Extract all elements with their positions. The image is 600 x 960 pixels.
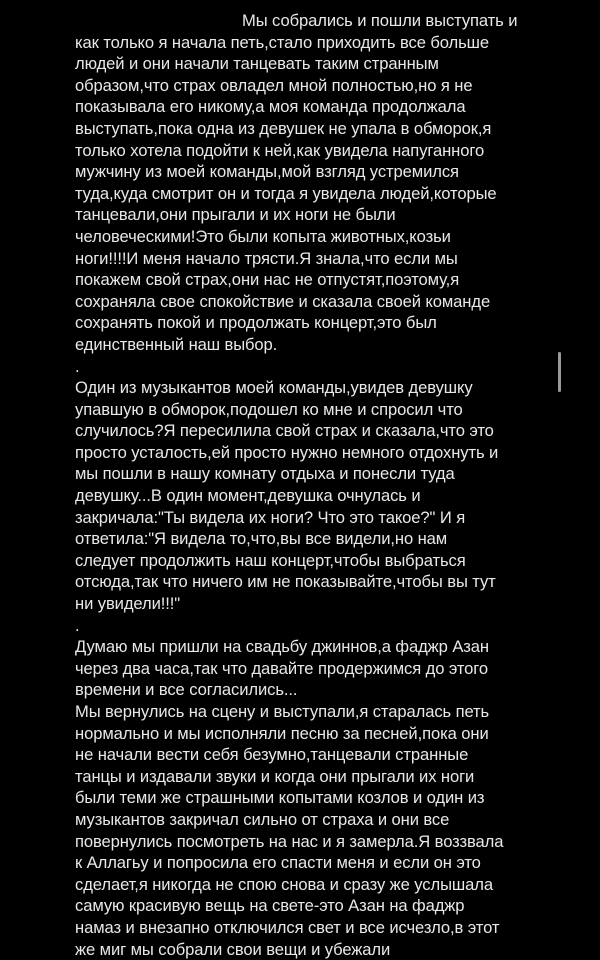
text-line: сохраняла свое спокойствие и сказала своей команде xyxy=(75,291,491,311)
text-line: сохранять покой и продолжать концерт,это был xyxy=(75,313,437,333)
paragraph-2 xyxy=(75,377,595,615)
text-line: ноги!!!!И меня начало трясти.Я знала,что если мы xyxy=(75,248,458,268)
text-line: Один из музыкантов моей команды,увидев девушку xyxy=(75,378,473,398)
text-line: образом,что страх овладел мной полностью,но я не xyxy=(75,75,473,95)
text-line: самую красивую вещь на свете-это Азан на фаджр xyxy=(75,896,465,916)
text-line: показывала его никому,а моя команда продолжала xyxy=(75,97,466,117)
text-line: выступать,пока одна из девушек не упала в обморок,я xyxy=(75,118,492,138)
text-line: человеческими!Это были копыта животных,козьи xyxy=(75,226,451,246)
text-line: единственный наш выбор. xyxy=(75,334,278,354)
text-line: нормально и мы исполняли песню за песней,пока они xyxy=(75,723,489,743)
text-line: через два часа,так что давайте продержимся до этого xyxy=(75,658,489,678)
paragraph-3 xyxy=(75,636,595,960)
text-line: мы пошли в нашу комнату отдыха и понесли туда xyxy=(75,464,455,484)
text-line: танцы и издавали звуки и когда они прыгали их ноги xyxy=(75,766,475,786)
text-line: были теми же страшными копытами козлов и один из xyxy=(75,788,485,808)
scrollbar-thumb[interactable] xyxy=(558,352,561,392)
text-line: повернулись посмотреть на нас и я замерла.Я воззвала xyxy=(75,831,504,851)
text-line: туда,куда смотрит он и тогда я увидела людей,которые xyxy=(75,183,497,203)
text-line: следует продолжить наш концерт,чтобы выбраться xyxy=(75,550,466,570)
text-line: Думаю мы пришли на свадьбу джиннов,а фаджр Азан xyxy=(75,637,489,657)
separator-dot: . xyxy=(75,615,80,635)
text-line: ни увидели!!!" xyxy=(75,594,181,614)
text-line: Мы вернулись на сцену и выступали,я старалась петь xyxy=(75,702,490,721)
text-line: случилось?Я пересилила свой страх и сказала,что это xyxy=(75,421,494,441)
text-line: Мы собрались и пошли выступать и xyxy=(242,11,518,30)
text-line: же миг мы собрали свои вещи и убежали xyxy=(75,939,391,959)
text-line: времени и все согласились... xyxy=(75,680,298,700)
text-line: не начали вести себя безумно,танцевали странные xyxy=(75,745,469,765)
text-line: как только я начала петь,стало приходить все больше xyxy=(75,32,489,52)
text-line: девушку...В один момент,девушка очнулась и xyxy=(75,486,421,506)
text-line: музыкантов закричал сильно от страха и они все xyxy=(75,809,450,829)
text-line: покажем свой страх,они нас не отпустят,поэтому,я xyxy=(75,270,460,290)
text-line: просто усталость,ей просто нужно немного отдохнуть и xyxy=(75,442,499,462)
text-line: упавшую в обморок,подошел ко мне и спросил что xyxy=(75,399,463,419)
separator-dot: . xyxy=(75,356,80,376)
text-line: танцевали,они прыгали и их ноги не были xyxy=(75,205,396,225)
text-line: только хотела подойти к ней,как увидела напуганного xyxy=(75,140,485,160)
story-text xyxy=(75,10,595,960)
text-line: закричала:"Ты видела их ноги? Что это такое?" И я xyxy=(75,507,466,527)
text-line: людей и они начали танцевать таким странным xyxy=(75,54,439,74)
text-line: ответила:"Я видела то,что,вы все видели,но нам xyxy=(75,529,448,549)
text-line: сделает,я никогда не спою снова и сразу же услышала xyxy=(75,874,493,894)
text-line: намаз и внезапно отключился свет и все исчезло,в этот xyxy=(75,917,500,937)
text-line: отсюда,так что ничего им не показывайте,чтобы вы тут xyxy=(75,572,496,592)
text-line: к Аллагьу и попросила его спасти меня и если он это xyxy=(75,853,481,873)
text-line: мужчину из моей команды,мой взгляд устремился xyxy=(75,162,459,182)
paragraph-1 xyxy=(75,10,595,356)
